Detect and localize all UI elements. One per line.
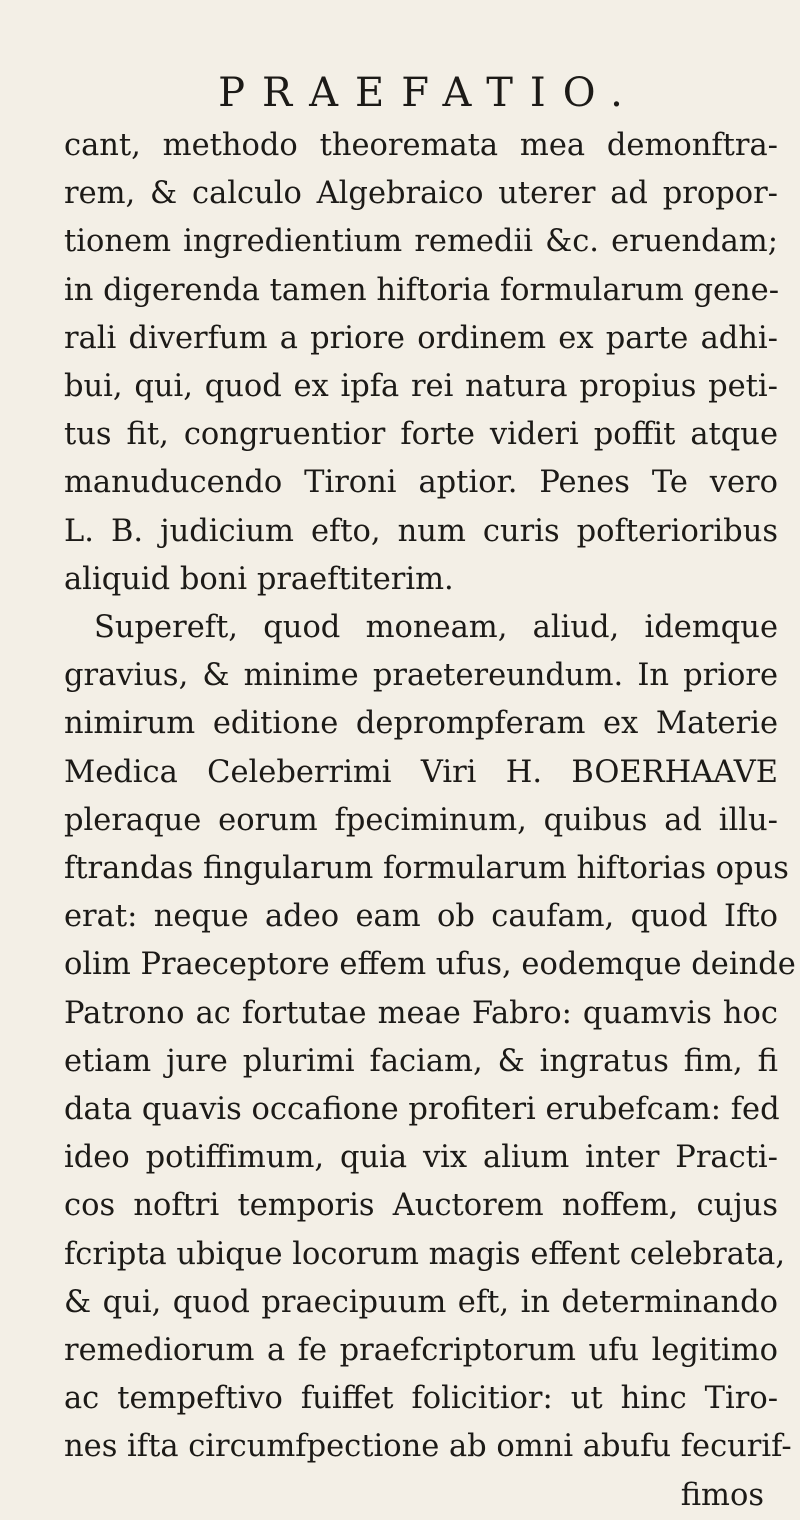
text-line: & qui, quod praecipuum eft, in determinando [64,1284,778,1320]
text-line: manuducendo Tironi aptior. Penes Te vero [64,465,778,501]
text-line: L. B. judicium efto, num curis pofterioribus [64,513,778,549]
text-line: data quavis occafione profiteri erubefcam: fed [64,1092,780,1128]
text-line: rem, & calculo Algebraico uterer ad propor- [64,176,778,212]
text-line: ac tempeftivo fuiffet folicitior: ut hinc Tiro- [64,1381,778,1417]
text-line: gravius, & minime praetereundum. In priore [64,658,778,694]
text-line: remediorum a fe praefcriptorum ufu legitimo [64,1333,778,1369]
text-line: bui, qui, quod ex ipfa rei natura propius peti- [64,369,778,405]
text-line: etiam jure plurimi faciam, & ingratus fim, fi [64,1043,778,1079]
text-line: ideo potiffimum, quia vix alium inter Practi- [64,1140,778,1176]
text-line: cant, methodo theoremata mea demonftra- [64,128,778,163]
text-line: nimirum editione deprompferam ex Materie [64,706,778,742]
text-line: aliquid boni praeftiterim. [64,561,454,597]
catchword: fimos [680,1477,764,1513]
text-line: ftrandas fingularum formularum hiftorias opus [64,851,789,887]
text-line: nes ifta circumfpectione ab omni abufu fecurif- [64,1429,792,1465]
text-line: pleraque eorum fpeciminum, quibus ad illu- [64,802,778,838]
text-line: in digerenda tamen hiftoria formularum gene- [64,272,780,308]
text-line: Patrono ac fortutae meae Fabro: quamvis hoc [64,995,778,1031]
running-header: PRAEFATIO. [218,70,640,116]
body-text [64,122,796,1520]
text-line: tionem ingredientium remedii &c. eruendam; [64,224,778,260]
text-line: olim Praeceptore effem ufus, eodemque deinde [64,947,796,983]
text-line: cos noftri temporis Auctorem noffem, cujus [64,1188,778,1224]
text-line: Medica Celeberrimi Viri H. BOERHAAVE [64,754,778,790]
text-line: Supereft, quod moneam, aliud, idemque [94,610,778,646]
text-line: tus fit, congruentior forte videri poffit atque [64,417,778,453]
text-line: rali diverfum a priore ordinem ex parte adhi- [64,320,778,356]
text-line: erat: neque adeo eam ob caufam, quod Ifto [64,899,778,935]
text-line: fcripta ubique locorum magis effent celebrata, [64,1236,786,1272]
